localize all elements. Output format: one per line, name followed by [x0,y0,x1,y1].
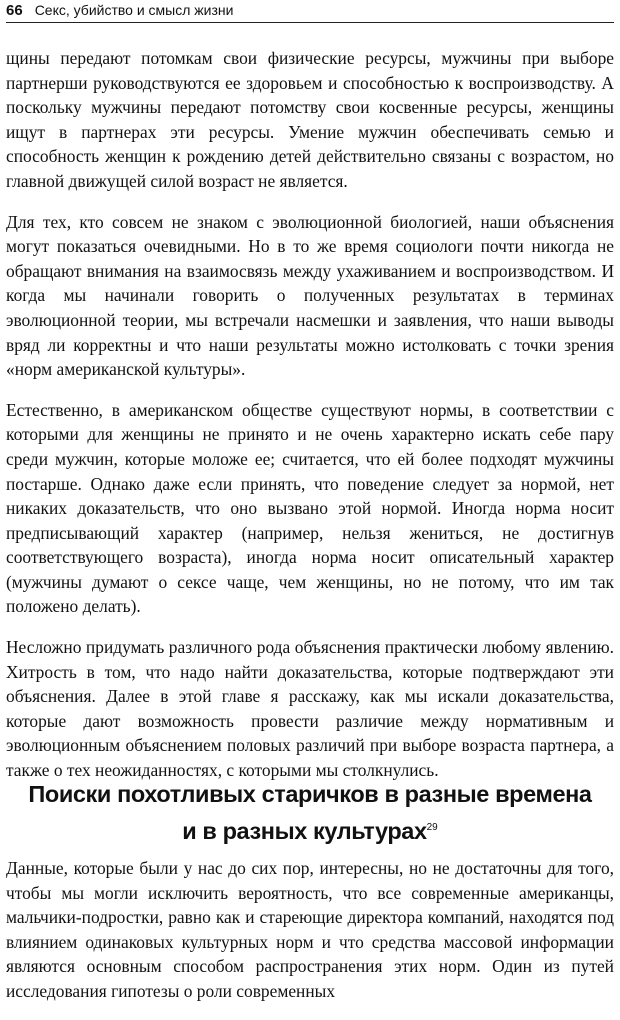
section-paragraph: Данные, которые были у нас до сих пор, интересны, но не достаточны для того, чтобы мы могли исключить вероятность, что все современные американцы, мальчики-подростки, равно как и стареющие директора компаний, находятся под влиянием одинаковых культурных норм и что средства массовой информации являются основным способом распространения этих норм. Один из путей исследования гипотезы о роли современных [6,858,614,1001]
main-text [6,46,614,799]
paragraph-1: щины передают потомкам свои физические ресурсы, мужчины при выборе партнерши руководствуются ее здоровьем и способностью к воспроизводству. А поскольку мужчины передают потомству свои косвенные ресурсы, женщины ищут в партнерах эти ресурсы. Умение мужчин обеспечивать семью и способность женщин к рождению детей действительно связаны с возрастом, но главной движущей силой возраст не является. [6,48,614,191]
section-text [6,856,614,1020]
paragraph-3: Естественно, в американском обществе существуют нормы, в соответствии с которыми для женщины не принято и не очень характерно искать себе пару среди мужчин, которые моложе ее; считается, что ей более подходят мужчины постарше. Однако даже если принять, что поведение следует за нормой, нет никаких доказательств, что оно вызвано этой нормой. Иногда норма носит предписывающий характер (например, нельзя жениться, не достигнув соответствующего возраста), иногда норма носит описательный характер (мужчины думают о сексе чаще, чем женщины, но не потому, что им так положено делать). [6,399,614,617]
section-heading-line-1: Поиски похотливых старичков в разные времена [28,781,592,807]
paragraph-2: Для тех, кто совсем не знаком с эволюционной биологией, наши объяснения могут показаться очевидными. Но в то же время социологи почти никогда не обращают внимания на взаимосвязь между ухаживанием и воспроизводством. И когда мы начинали говорить о полученных результатах в терминах эволюционной теории, мы встречали насмешки и заявления, что наши выводы вряд ли корректны и что наши результаты можно истолковать с точки зрения «норм американской культуры». [6,211,614,380]
section-heading-text: и в разных культурах [182,817,427,844]
section-heading-line-2 [6,811,614,848]
page-number: 66 [6,2,23,19]
footnote-marker: 29 [426,822,438,833]
running-header [6,0,614,23]
book-title: Секс, убийство и смысл жизни [34,2,234,18]
section-heading [6,778,614,848]
paragraph-4: Несложно придумать различного рода объяснения практически любому явлению. Хитрость в том, что надо найти доказательства, которые подтверждают эти объяснения. Далее в этой главе я расскажу, как мы искали доказательства, которые дают возможность провести различие между нормативным и эволюционным объяснением половых различий при выборе возраста партнера, а также о тех неожиданностях, с которыми мы столкнулись. [6,637,614,781]
